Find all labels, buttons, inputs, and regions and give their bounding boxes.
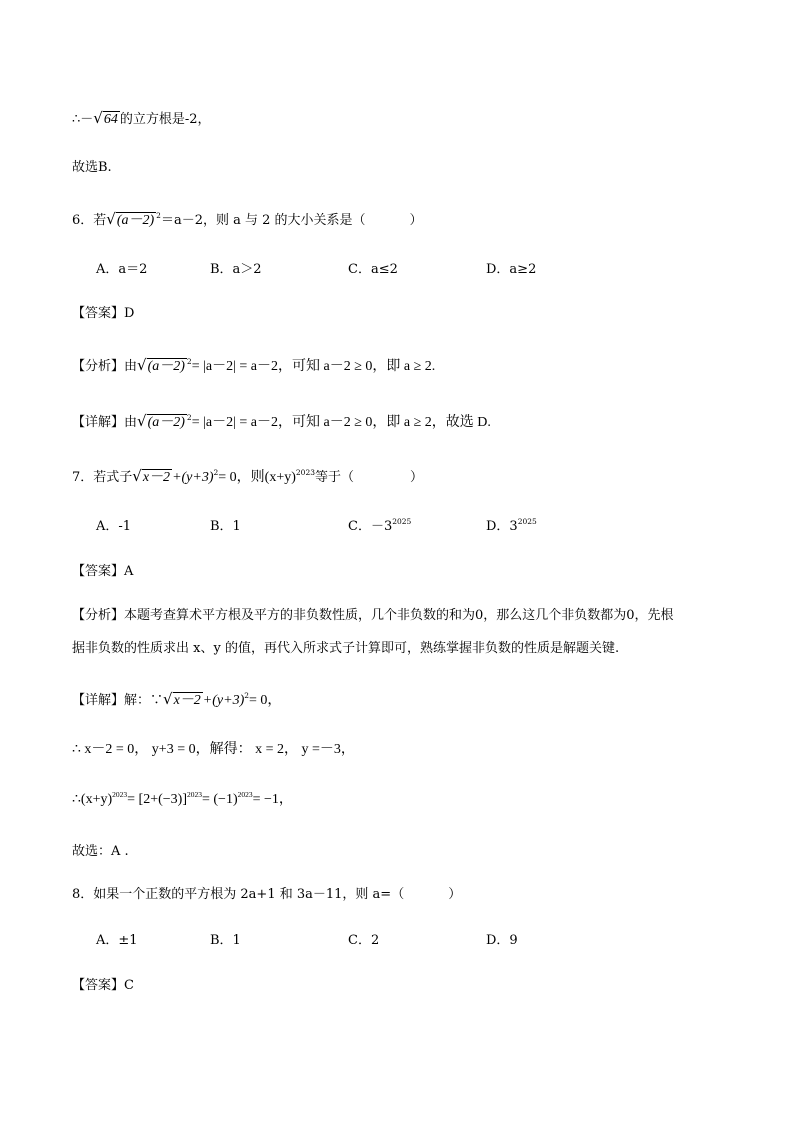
question-7-options <box>96 517 596 537</box>
question-6-detail: 【详解】由√(a－2) $^2$= |a－2| = a－2，可知 a－2 ≥ 0，即 a ≥ 2，故选 D. <box>72 412 491 430</box>
option-d: D．$3^{2025}$ <box>486 517 537 534</box>
question-7-detail-2: ∴ x－2 = 0， y+3 = 0，解得： x = 2， y =－3， <box>72 742 355 757</box>
question-8-options <box>96 931 596 951</box>
option-a: A．±1 <box>96 933 138 948</box>
question-8-answer: 【答案】C <box>72 978 134 993</box>
question-6-options <box>96 260 596 280</box>
question-7-detail-3: $\therefore(x+y)^{2023}= [2+(-3)]^{2023}= (-1)^{2023}= -1$， <box>72 790 293 807</box>
option-d: D．a≥2 <box>486 262 537 277</box>
option-d: D．9 <box>486 933 518 948</box>
option-a: A．-1 <box>96 519 132 534</box>
choose-b: 故选B. <box>72 160 112 175</box>
question-6-stem: 6．若√(a－2) $^2$＝a－2，则 a 与 2 的大小关系是（ ） <box>72 210 423 228</box>
question-7-stem: 7．若式子$√x-2 +(y+3)^2= 0$，则$(x+y)^{2023}$等于（ ） <box>72 467 424 485</box>
option-c: C．$-3^{2025}$ <box>348 517 412 534</box>
square-root-64: √64 <box>93 109 118 127</box>
therefore-prefix: ∴－ <box>72 112 94 127</box>
question-6-analysis: 【分析】由√(a－2) $^2$= |a－2| = a－2，可知 a－2 ≥ 0，即 a ≥ 2. <box>72 356 436 374</box>
question-7-analysis-line-1: 【分析】本题考查算术平方根及平方的非负数性质，几个非负数的和为0，那么这几个非负数都为0，先根 <box>72 608 674 623</box>
question-7-detail-4: 故选：A . <box>72 844 129 859</box>
question-7-answer: 【答案】A <box>72 564 134 579</box>
cube-root-conclusion: ∴－√64 的立方根是-2， <box>72 109 211 127</box>
option-a: A．a＝2 <box>96 262 148 277</box>
question-7-analysis-line-2: 据非负数的性质求出 x、y 的值，再代入所求式子计算即可，熟练掌握非负数的性质是解题关键. <box>72 641 620 656</box>
option-b: B．a＞2 <box>210 262 262 277</box>
question-8-stem: 8．如果一个正数的平方根为 2a+1 和 3a－11，则 a=（ ） <box>72 887 462 902</box>
option-c: C．a≤2 <box>348 262 398 277</box>
option-b: B．1 <box>210 933 241 948</box>
question-7-detail-1: 【详解】解：∵√x－2 $+(y+3)^2= 0$， <box>72 690 282 708</box>
option-c: C．2 <box>348 933 380 948</box>
option-b: B．1 <box>210 519 241 534</box>
question-6-answer: 【答案】D <box>72 306 135 321</box>
